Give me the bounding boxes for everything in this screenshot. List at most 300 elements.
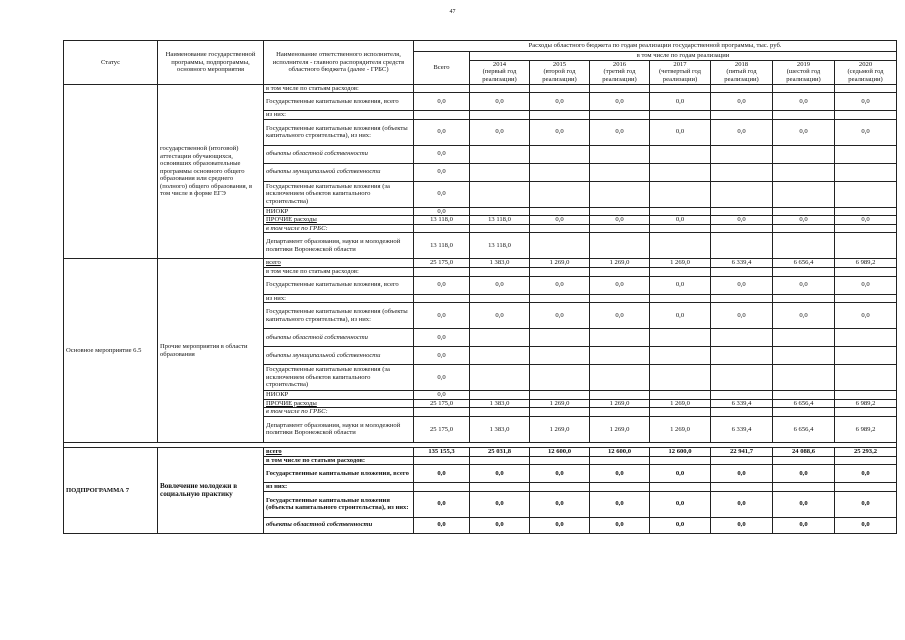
row-value-2018: 0,0 [711,491,773,517]
row-value-2017: 1 269,0 [650,259,711,268]
row-value-2019: 0,0 [773,93,835,111]
row-value-2018 [711,207,773,216]
row-status: ПОДПРОГРАММА 7 [64,447,158,533]
row-label: объекты муниципальной собственности [264,347,414,365]
row-total [414,294,470,303]
row-value-2020 [835,111,897,120]
row-value-2019 [773,347,835,365]
header-year-number: 2018 [734,60,749,68]
row-value-2016: 12 600,0 [590,447,650,456]
header-year-2019 [773,60,835,84]
row-value-2020: 25 293,2 [835,447,897,456]
row-value-2016: 0,0 [590,93,650,111]
row-value-2018 [711,408,773,417]
row-value-2015 [530,224,590,233]
row-value-2014: 1 383,0 [470,259,530,268]
row-value-2016 [590,456,650,465]
row-total [414,224,470,233]
row-label: НИОКР [264,391,414,400]
row-value-2017 [650,224,711,233]
row-label: из них: [264,111,414,120]
row-value-2017: 1 269,0 [650,399,711,408]
row-value-2016 [590,408,650,417]
row-value-2017 [650,181,711,207]
row-value-2019: 6 656,4 [773,416,835,442]
row-value-2020: 0,0 [835,517,897,533]
row-label: из них: [264,294,414,303]
row-value-2015: 0,0 [530,119,590,145]
row-value-2020 [835,456,897,465]
row-label: в том числе по ГРБС: [264,408,414,417]
row-status: Основное мероприятие 6.5 [64,259,158,442]
row-label: в том числе по ГРБС: [264,224,414,233]
row-value-2020 [835,347,897,365]
row-value-2019 [773,391,835,400]
table-row [64,84,897,93]
row-value-2017 [650,456,711,465]
row-value-2014 [470,84,530,93]
row-value-2019: 6 656,4 [773,259,835,268]
row-value-2018: 0,0 [711,93,773,111]
row-value-2017 [650,408,711,417]
row-value-2020 [835,329,897,347]
row-value-2019 [773,111,835,120]
row-value-2014 [470,181,530,207]
row-label: Государственные капитальные вложения (за исключением объектов капитального строительства) [264,365,414,391]
row-total: 0,0 [414,347,470,365]
row-label: в том числе по статьям расходов: [264,268,414,277]
row-total: 0,0 [414,303,470,329]
row-value-2018 [711,456,773,465]
row-total: 0,0 [414,491,470,517]
row-value-2014 [470,408,530,417]
table-header [64,41,897,85]
row-value-2016: 0,0 [590,491,650,517]
row-label: объекты областной собственности [264,145,414,163]
row-value-2018 [711,347,773,365]
row-value-2015 [530,408,590,417]
row-value-2015 [530,84,590,93]
row-value-2019: 0,0 [773,491,835,517]
row-value-2015 [530,483,590,492]
row-value-2015 [530,111,590,120]
row-value-2017 [650,111,711,120]
row-value-2020 [835,207,897,216]
row-value-2018: 0,0 [711,119,773,145]
row-value-2015 [530,391,590,400]
row-label: Государственные капитальные вложения (объекты капитального строительства), из них: [264,303,414,329]
row-value-2017: 1 269,0 [650,416,711,442]
row-label: ПРОЧИЕ расходы [264,399,414,408]
table-row [64,259,897,268]
row-value-2016: 1 269,0 [590,399,650,408]
row-value-2018: 0,0 [711,216,773,225]
row-value-2016 [590,483,650,492]
row-value-2019 [773,84,835,93]
row-value-2017 [650,329,711,347]
row-value-2019 [773,145,835,163]
row-value-2015 [530,365,590,391]
row-value-2015 [530,268,590,277]
row-value-2014 [470,329,530,347]
row-value-2018 [711,84,773,93]
row-value-2016 [590,111,650,120]
row-label: Департамент образования, науки и молодежной политики Воронежской области [264,416,414,442]
header-year-label: (шестой год реализации) [786,68,821,83]
row-value-2020: 0,0 [835,491,897,517]
row-value-2020 [835,163,897,181]
row-value-2016 [590,84,650,93]
row-value-2014 [470,163,530,181]
header-year-label: (четвертый год реализации) [658,68,702,83]
row-value-2015 [530,163,590,181]
row-value-2017 [650,347,711,365]
row-value-2016: 0,0 [590,276,650,294]
row-label: НИОКР [264,207,414,216]
row-value-2017: 0,0 [650,216,711,225]
row-value-2014: 0,0 [470,303,530,329]
row-total: 0,0 [414,365,470,391]
row-value-2017 [650,207,711,216]
header-year-number: 2015 [552,60,567,68]
row-total: 135 155,3 [414,447,470,456]
row-value-2016 [590,391,650,400]
row-value-2015: 0,0 [530,465,590,483]
row-value-2017 [650,391,711,400]
row-value-2016 [590,294,650,303]
row-value-2016 [590,163,650,181]
page-number: 47 [449,9,456,15]
row-value-2014 [470,294,530,303]
row-value-2019: 6 656,4 [773,399,835,408]
row-value-2015 [530,207,590,216]
row-value-2019: 0,0 [773,303,835,329]
row-value-2020 [835,233,897,259]
header-year-label: (первый год реализации) [482,68,517,83]
row-value-2015: 1 269,0 [530,399,590,408]
row-program-name: государственной (итоговой) аттестации обучающихся, освоивших образовательные программы основного общего образования или среднего (полного) общего образования, в том числе в форме ЕГЭ [158,84,264,259]
row-label: всего [264,259,414,268]
row-value-2019 [773,207,835,216]
row-value-2018: 6 339,4 [711,399,773,408]
row-value-2015: 1 269,0 [530,259,590,268]
row-value-2015 [530,181,590,207]
row-value-2015: 0,0 [530,491,590,517]
row-label: в том числе по статьям расходов: [264,84,414,93]
row-value-2015: 12 600,0 [530,447,590,456]
row-label: Департамент образования, науки и молодежной политики Воронежской области [264,233,414,259]
row-label: из них: [264,483,414,492]
row-value-2020 [835,294,897,303]
header-executor: Наименование ответственного исполнителя, исполнителя - главного распорядителя средств областного бюджета (далее - ГРБС) [264,41,414,85]
row-value-2019 [773,456,835,465]
row-value-2018: 6 339,4 [711,416,773,442]
row-value-2014: 0,0 [470,517,530,533]
row-label: Государственные капитальные вложения (объекты капитального строительства), из них: [264,491,414,517]
row-value-2015: 1 269,0 [530,416,590,442]
row-value-2016: 0,0 [590,517,650,533]
row-value-2018 [711,483,773,492]
row-value-2014 [470,391,530,400]
row-value-2018 [711,329,773,347]
header-year-label: (пятый год реализации) [724,68,759,83]
row-value-2014: 1 383,0 [470,399,530,408]
row-value-2018: 0,0 [711,517,773,533]
row-total [414,483,470,492]
row-label: всего [264,447,414,456]
row-total: 0,0 [414,207,470,216]
row-value-2019: 0,0 [773,216,835,225]
row-value-2019 [773,224,835,233]
row-label: Государственные капитальные вложения, всего [264,465,414,483]
row-value-2015: 0,0 [530,303,590,329]
row-program-name: Прочие мероприятия в области образования [158,259,264,442]
row-value-2014: 0,0 [470,276,530,294]
header-year-number: 2020 [858,60,873,68]
row-label: Государственные капитальные вложения (за исключением объектов капитального строительства) [264,181,414,207]
row-value-2017 [650,483,711,492]
row-value-2020 [835,268,897,277]
row-value-2015 [530,294,590,303]
table-body [64,84,897,533]
row-value-2018 [711,224,773,233]
row-value-2019 [773,408,835,417]
row-label: объекты областной собственности [264,517,414,533]
row-value-2014: 0,0 [470,491,530,517]
row-value-2014: 13 118,0 [470,233,530,259]
row-value-2015: 0,0 [530,276,590,294]
row-value-2014 [470,365,530,391]
row-total [414,268,470,277]
row-value-2016: 0,0 [590,216,650,225]
header-year-label: (седьмой год реализации) [847,68,884,83]
row-value-2020 [835,391,897,400]
row-label: Государственные капитальные вложения, всего [264,93,414,111]
row-value-2015 [530,329,590,347]
header-year-2020 [835,60,897,84]
row-value-2019 [773,268,835,277]
row-value-2019 [773,365,835,391]
row-value-2019: 0,0 [773,276,835,294]
row-value-2018 [711,233,773,259]
row-value-2017 [650,365,711,391]
row-total: 25 175,0 [414,259,470,268]
row-value-2019: 0,0 [773,119,835,145]
header-program-name: Наименование государственной программы, подпрограммы, основного мероприятия [158,41,264,85]
row-value-2020 [835,84,897,93]
row-total: 0,0 [414,276,470,294]
row-total: 13 118,0 [414,216,470,225]
row-total: 25 175,0 [414,416,470,442]
row-value-2016: 0,0 [590,465,650,483]
row-value-2018: 6 339,4 [711,259,773,268]
row-value-2016 [590,207,650,216]
row-value-2014: 0,0 [470,119,530,145]
row-value-2014: 0,0 [470,465,530,483]
row-value-2015 [530,456,590,465]
row-value-2016 [590,347,650,365]
row-value-2014 [470,207,530,216]
row-total: 0,0 [414,181,470,207]
row-value-2020: 6 989,2 [835,416,897,442]
row-status [64,84,158,259]
row-value-2018: 0,0 [711,465,773,483]
row-total: 0,0 [414,517,470,533]
row-value-2014 [470,347,530,365]
row-value-2020 [835,483,897,492]
row-value-2014: 1 383,0 [470,416,530,442]
row-value-2018 [711,391,773,400]
row-total: 0,0 [414,145,470,163]
row-value-2015: 0,0 [530,517,590,533]
row-total [414,84,470,93]
row-value-2019: 0,0 [773,465,835,483]
row-program-name: Вовлечение молодежи в социальную практику [158,447,264,533]
row-value-2020: 0,0 [835,303,897,329]
row-value-2017: 0,0 [650,517,711,533]
row-total [414,408,470,417]
budget-table [63,40,897,534]
row-value-2015 [530,145,590,163]
row-value-2018: 22 941,7 [711,447,773,456]
row-label: ПРОЧИЕ расходы [264,216,414,225]
header-status: Статус [64,41,158,85]
row-value-2017: 0,0 [650,276,711,294]
row-value-2020 [835,145,897,163]
row-label: Государственные капитальные вложения, всего [264,276,414,294]
header-year-2014 [470,60,530,84]
row-value-2015: 0,0 [530,93,590,111]
row-value-2017: 0,0 [650,93,711,111]
row-value-2015: 0,0 [530,216,590,225]
row-label: в том числе по статьям расходов: [264,456,414,465]
header-year-2017 [650,60,711,84]
row-value-2019 [773,329,835,347]
row-value-2017: 12 600,0 [650,447,711,456]
row-value-2014 [470,268,530,277]
row-value-2018 [711,163,773,181]
row-total: 25 175,0 [414,399,470,408]
row-value-2020: 6 989,2 [835,399,897,408]
row-total: 0,0 [414,119,470,145]
header-year-2018 [711,60,773,84]
row-value-2014: 13 118,0 [470,216,530,225]
row-value-2018 [711,268,773,277]
row-value-2018 [711,145,773,163]
row-value-2017 [650,233,711,259]
header-year-number: 2019 [796,60,811,68]
header-year-number: 2014 [492,60,507,68]
header-expenses-title: Расходы областного бюджета по годам реализации государственной программы, тыс. руб. [414,41,897,52]
row-value-2017: 0,0 [650,119,711,145]
row-value-2018: 0,0 [711,303,773,329]
row-value-2017 [650,294,711,303]
row-value-2019 [773,294,835,303]
header-year-2016 [590,60,650,84]
row-total: 0,0 [414,93,470,111]
row-value-2018 [711,365,773,391]
row-value-2020: 6 989,2 [835,259,897,268]
row-value-2016: 0,0 [590,303,650,329]
row-total [414,456,470,465]
row-value-2014 [470,483,530,492]
row-value-2020: 0,0 [835,216,897,225]
header-year-number: 2016 [612,60,627,68]
row-value-2016: 0,0 [590,119,650,145]
row-value-2017: 0,0 [650,303,711,329]
row-value-2015 [530,347,590,365]
row-value-2016 [590,268,650,277]
row-label: Государственные капитальные вложения (объекты капитального строительства), из них: [264,119,414,145]
row-value-2019: 0,0 [773,517,835,533]
row-value-2017: 0,0 [650,465,711,483]
row-value-2014: 25 031,8 [470,447,530,456]
row-value-2018 [711,294,773,303]
row-value-2016 [590,233,650,259]
row-value-2019: 24 088,6 [773,447,835,456]
row-value-2019 [773,483,835,492]
row-value-2018 [711,111,773,120]
row-total: 0,0 [414,329,470,347]
row-value-2020 [835,224,897,233]
row-value-2014 [470,456,530,465]
row-value-2014: 0,0 [470,93,530,111]
row-value-2017 [650,84,711,93]
row-value-2014 [470,111,530,120]
header-total: Всего [414,52,470,85]
row-value-2020 [835,408,897,417]
row-total: 0,0 [414,163,470,181]
row-label: объекты муниципальной собственности [264,163,414,181]
row-value-2017: 0,0 [650,491,711,517]
row-value-2014 [470,224,530,233]
row-total [414,111,470,120]
row-value-2019 [773,181,835,207]
row-value-2017 [650,268,711,277]
row-value-2019 [773,233,835,259]
row-value-2019 [773,163,835,181]
row-value-2020 [835,365,897,391]
row-value-2017 [650,163,711,181]
row-value-2016: 1 269,0 [590,259,650,268]
row-value-2017 [650,145,711,163]
row-value-2020: 0,0 [835,119,897,145]
row-value-2020 [835,181,897,207]
header-year-label: (третий год реализации) [602,68,637,83]
row-label: объекты областной собственности [264,329,414,347]
row-value-2016 [590,329,650,347]
row-value-2018: 0,0 [711,276,773,294]
row-value-2020: 0,0 [835,465,897,483]
header-by-years: в том числе по годам реализации [470,52,897,61]
row-value-2020: 0,0 [835,93,897,111]
header-year-number: 2017 [673,60,687,68]
row-value-2015 [530,233,590,259]
row-value-2016 [590,365,650,391]
row-value-2016 [590,181,650,207]
row-value-2016 [590,224,650,233]
header-year-label: (второй год реализации) [542,68,577,83]
row-total: 0,0 [414,391,470,400]
row-value-2020: 0,0 [835,276,897,294]
row-value-2016: 1 269,0 [590,416,650,442]
row-total: 0,0 [414,465,470,483]
row-value-2018 [711,181,773,207]
row-total: 13 118,0 [414,233,470,259]
row-value-2014 [470,145,530,163]
header-year-2015 [530,60,590,84]
table-row [64,447,897,456]
